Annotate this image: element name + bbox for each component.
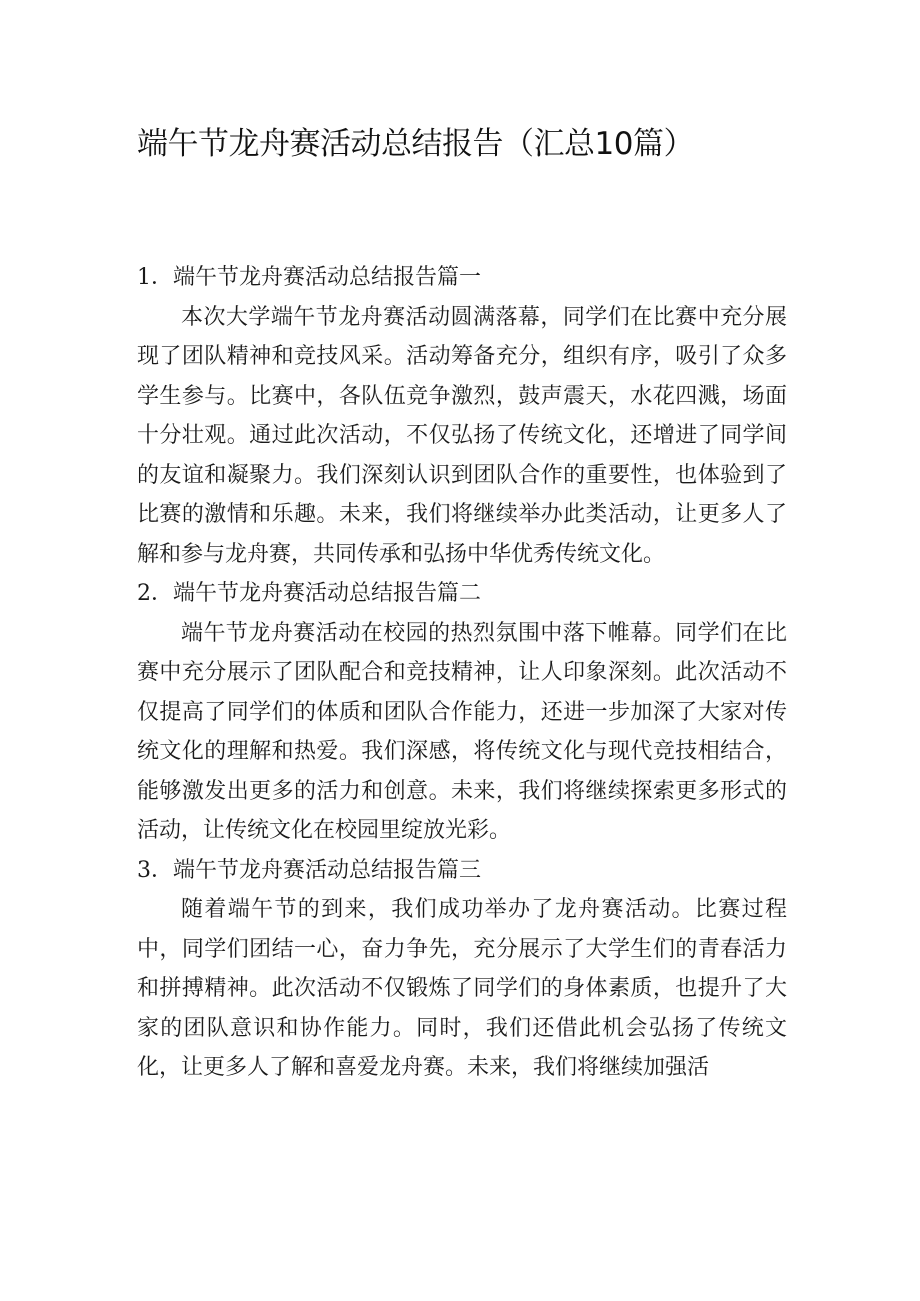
document-title: 端午节龙舟赛活动总结报告（汇总10篇） — [137, 126, 694, 162]
section-paragraph: 本次大学端午节龙舟赛活动圆满落幕，同学们在比赛中充分展现了团队精神和竞技风采。活动筹备充分，组织有序，吸引了众多学生参与。比赛中，各队伍竞争激烈，鼓声震天，水花四溅，场面十分壮观。通过此次活动，不仅弘扬了传统文化，还增进了同学间的友谊和凝聚力。我们深刻认识到团队合作的重要性，也体验到了比赛的激情和乐趣。未来，我们将继续举办此类活动，让更多人了解和参与龙舟赛，共同传承和弘扬中华优秀传统文化。 — [137, 304, 787, 567]
document-content — [137, 258, 787, 1088]
section-paragraph: 随着端午节的到来，我们成功举办了龙舟赛活动。比赛过程中，同学们团结一心，奋力争先，充分展示了大学生们的青春活力和拼搏精神。此次活动不仅锻炼了同学们的身体素质，也提升了大家的团队意识和协作能力。同时，我们还借此机会弘扬了传统文化，让更多人了解和喜爱龙舟赛。未来，我们将继续加强活 — [137, 897, 787, 1080]
section-heading: 2．端午节龙舟赛活动总结报告篇二 — [137, 581, 481, 606]
section-2 — [137, 574, 787, 851]
section-heading: 3．端午节龙舟赛活动总结报告篇三 — [137, 857, 481, 883]
section-3 — [137, 851, 787, 1088]
section-1 — [137, 258, 787, 574]
section-heading: 1．端午节龙舟赛活动总结报告篇一 — [137, 265, 481, 290]
section-paragraph: 端午节龙舟赛活动在校园的热烈氛围中落下帷幕。同学们在比赛中充分展示了团队配合和竞技精神，让人印象深刻。此次活动不仅提高了同学们的体质和团队合作能力，还进一步加深了大家对传统文化的理解和热爱。我们深感，将传统文化与现代竞技相结合，能够激发出更多的活力和创意。未来，我们将继续探索更多形式的活动，让传统文化在校园里绽放光彩。 — [137, 620, 787, 843]
